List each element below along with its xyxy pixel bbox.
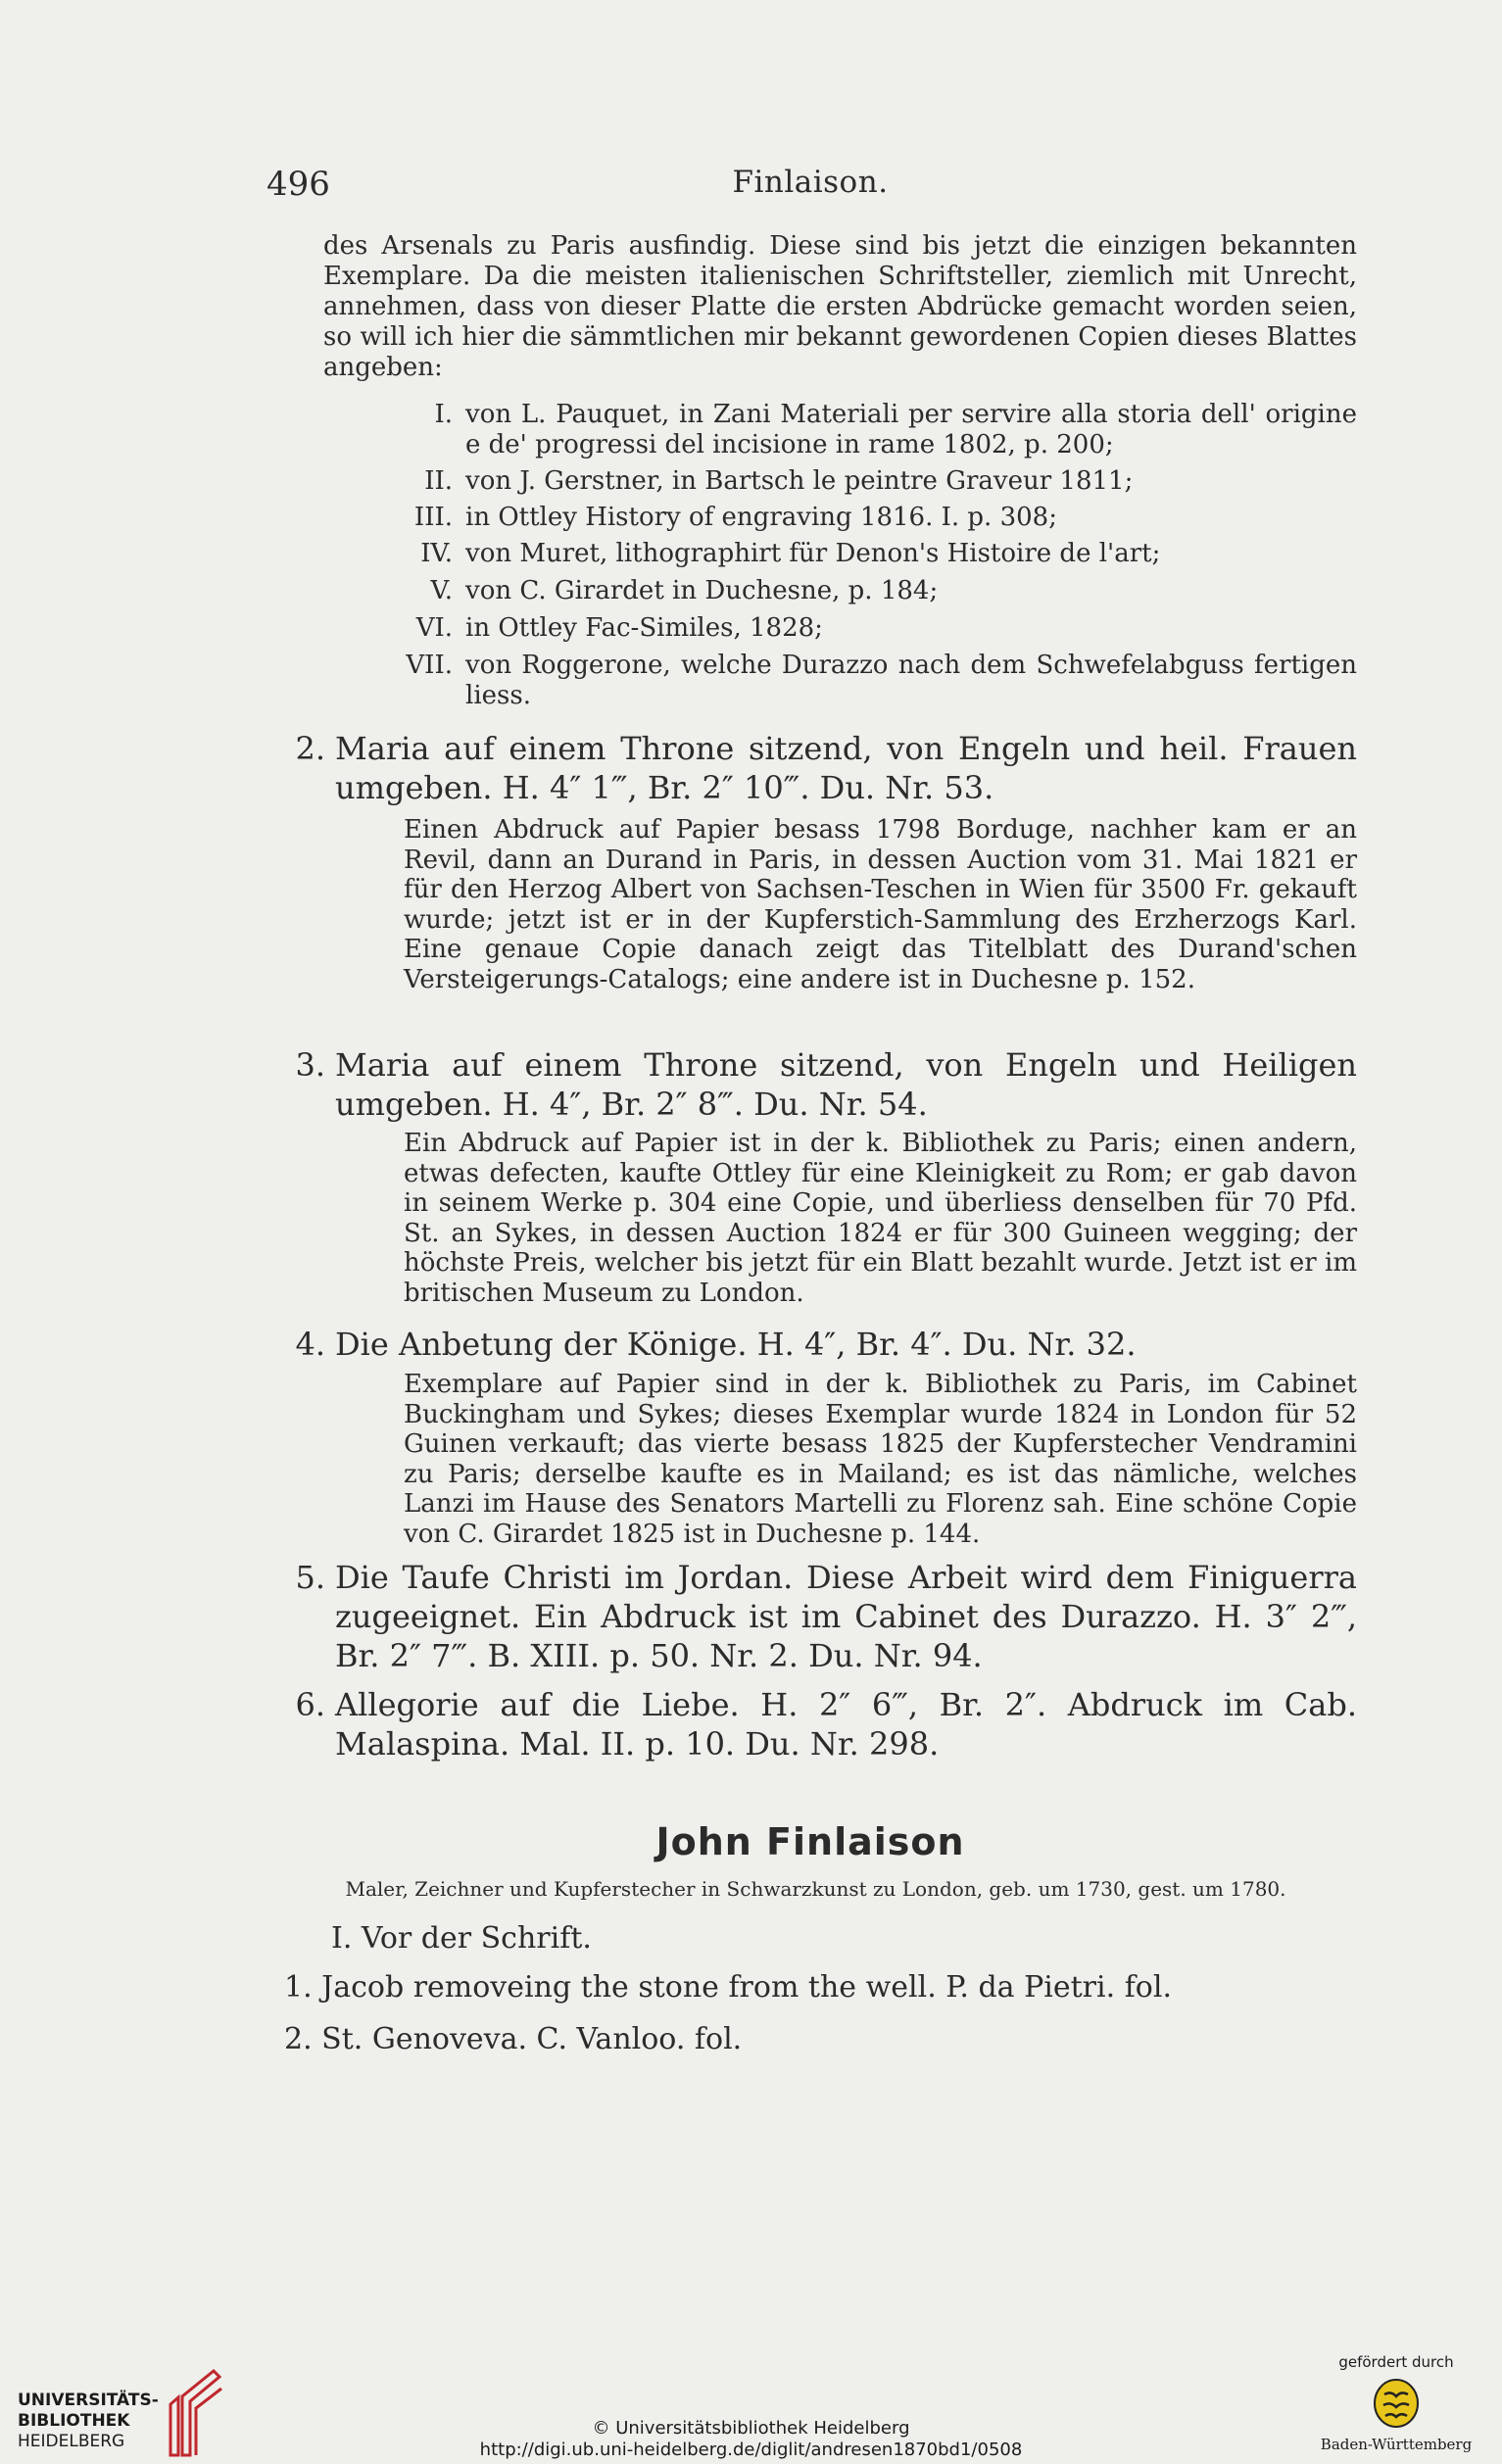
item-text: St. Genoveva. C. Vanloo. fol. xyxy=(321,2022,743,2056)
entry-number: 4. xyxy=(295,1326,325,1363)
copy-number: II. xyxy=(424,466,453,496)
entry-title: Die Anbetung der Könige. H. 4″, Br. 4″. Du. Nr. 32. xyxy=(335,1326,1137,1363)
footer-credit xyxy=(0,2418,1502,2461)
copy-number: V. xyxy=(430,576,453,605)
entry-number: 3. xyxy=(295,1046,325,1084)
section-subtitle: Maler, Zeichner und Kupferstecher in Schwarzkunst zu London, geb. um 1730, gest. um 1780. xyxy=(345,1877,1286,1901)
entry-title: Allegorie auf die Liebe. H. 2″ 6‴, Br. 2″. Abdruck im Cab. Malaspina. Mal. II. p. 10. Du. Nr. 298. xyxy=(335,1686,1357,1763)
copy-number: IV. xyxy=(420,539,453,568)
page-number: 496 xyxy=(266,165,330,204)
finlaison-item-1 xyxy=(284,1969,1172,2006)
library-line-3: HEIDELBERG xyxy=(18,2432,125,2451)
sponsor-label: gefördert durch xyxy=(1338,2353,1454,2371)
entry-title: Die Taufe Christi im Jordan. Diese Arbeit wird dem Finiguerra zugeeignet. Ein Abdruck ist im Cabinet des Durazzo. H. 3″ 2‴, Br. 2″ 7‴. B. XIII. p. 50. Nr. 2. Du. Nr. 94. xyxy=(335,1559,1357,1674)
page-header xyxy=(266,165,1354,210)
entry-title: Maria auf einem Throne sitzend, von Engeln und heil. Frauen umgeben. H. 4″ 1‴, Br. 2″ 10‴. Du. Nr. 53. xyxy=(335,730,1357,806)
copy-text: von L. Pauquet, in Zani Materiali per servire alla storia dell' origine e de' progressi del incisione in rame 1802, p. 200; xyxy=(465,400,1357,459)
entry-2-note: Einen Abdruck auf Papier besass 1798 Borduge, nachher kam er an Revil, dann an Durand in Paris, in dessen Auction vom 31. Mai 1821 er für den Herzog Albert von Sachsen-Teschen in Wien für 3500 Fr. gekauft wurde; jetzt ist er in der Kupferstich-Sammlung des Erzherzogs Karl. Eine genaue Copie danach zeigt das Titelblatt des Durand'schen Versteigerungs-Catalogs; eine andere ist in Duchesne p. 152. xyxy=(404,815,1357,994)
section-heading: John Finlaison xyxy=(655,1820,965,1863)
copy-text: in Ottley Fac-Similes, 1828; xyxy=(465,613,823,643)
copy-number: VII. xyxy=(406,651,453,680)
copy-item-1 xyxy=(323,400,1357,460)
copy-text: von Muret, lithographirt für Denon's Histoire de l'art; xyxy=(465,539,1161,568)
entry-4-note: Exemplare auf Papier sind in der k. Bibliothek zu Paris, im Cabinet Buckingham und Sykes; dieses Exemplar wurde 1824 in London für 52 Guinen verkauft; das vierte besass 1825 der Kupferstecher Vendramini zu Paris; derselbe kaufte es in Mailand; es ist das nämliche, welches Lanzi im Hause des Senators Martelli zu Florenz sah. Eine schöne Copie von C. Girardet 1825 ist in Duchesne p. 144. xyxy=(404,1370,1357,1549)
copy-text: von Roggerone, welche Durazzo nach dem Schwefelabguss fertigen liess. xyxy=(465,651,1357,710)
item-number: 2. xyxy=(284,2022,313,2056)
copy-number: I. xyxy=(434,400,453,429)
finlaison-item-2 xyxy=(284,2021,742,2058)
item-text: Jacob removeing the stone from the well. P. da Pietri. fol. xyxy=(321,1970,1172,2005)
copy-number: III. xyxy=(413,503,453,532)
sponsor-block xyxy=(1303,2353,1489,2461)
coat-of-arms-icon xyxy=(1372,2377,1421,2430)
entry-number: 2. xyxy=(295,730,325,767)
entry-3-note: Ein Abdruck auf Papier ist in der k. Bibliothek zu Paris; einen andern, etwas defecten, kaufte Ottley für eine Kleinigkeit zu Rom; er gab davon in seinem Werke p. 304 eine Copie, und überliess denselben für 70 Pfd. St. an Sykes, in dessen Auction 1824 er für 300 Guineen wegging; der höchste Preis, welcher bis jetzt für ein Blatt bezahlt wurde. Jetzt ist er im britischen Museum zu London. xyxy=(404,1129,1357,1308)
entry-number: 6. xyxy=(295,1686,325,1723)
state-label: I. Vor der Schrift. xyxy=(331,1921,592,1956)
copyright-text: © Universitätsbibliothek Heidelberg xyxy=(592,2418,910,2439)
copy-text: in Ottley History of engraving 1816. I. p. 308; xyxy=(465,503,1057,532)
entry-title: Maria auf einem Throne sitzend, von Engeln und Heiligen umgeben. H. 4″, Br. 2″ 8‴. Du. Nr. 54. xyxy=(335,1046,1357,1123)
library-line-1: UNIVERSITÄTS- xyxy=(18,2391,159,2410)
sponsor-name: Baden-Württemberg xyxy=(1320,2436,1473,2453)
running-title: Finlaison. xyxy=(732,165,889,200)
library-line-2: BIBLIOTHEK xyxy=(18,2411,130,2431)
permalink[interactable]: http://digi.ub.uni-heidelberg.de/diglit/andresen1870bd1/0508 xyxy=(479,2440,1023,2460)
copy-text: von J. Gerstner, in Bartsch le peintre Graveur 1811; xyxy=(465,466,1134,496)
item-number: 1. xyxy=(284,1970,313,2005)
intro-paragraph: des Arsenals zu Paris ausfindig. Diese sind bis jetzt die einzigen bekannten Exemplare. Da die meisten italienischen Schriftsteller, ziemlich mit Unrecht, annehmen, dass von dieser Platte die ersten Abdrücke gemacht worden seien, so will ich hier die sämmtlichen mir bekannt gewordenen Copien dieses Blattes angeben: xyxy=(323,231,1357,382)
entry-number: 5. xyxy=(295,1559,325,1596)
copy-text: von C. Girardet in Duchesne, p. 184; xyxy=(465,576,939,605)
copy-number: VI. xyxy=(415,613,453,643)
